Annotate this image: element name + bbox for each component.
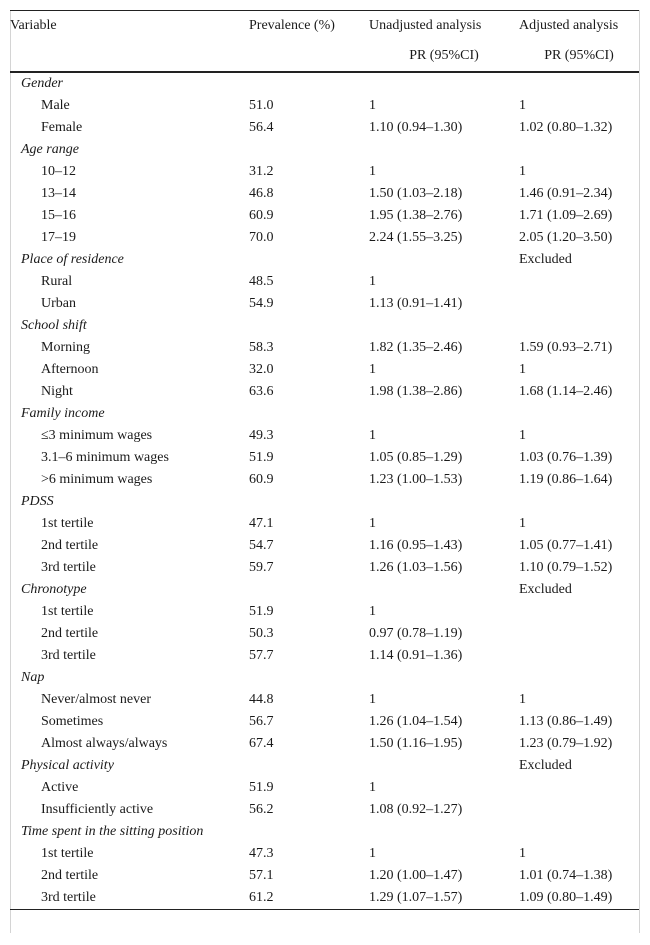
table-row [10, 359, 639, 381]
table-group-row [10, 579, 639, 601]
cell-variable: 13–14 [41, 186, 76, 201]
cell-variable: Afternoon [41, 362, 99, 377]
cell-variable: 2nd tertile [41, 626, 99, 641]
cell-variable: 3rd tertile [41, 560, 96, 575]
cell-variable: Morning [41, 340, 90, 355]
cell-prevalence [249, 315, 369, 337]
table-group-row [10, 139, 639, 161]
cell-adjusted-pr [519, 821, 639, 843]
cell-prevalence: 46.8 [249, 186, 274, 201]
table-row [10, 689, 639, 711]
header-unadjusted-pr: PR (95%CI) [369, 41, 519, 72]
table-row [10, 161, 639, 183]
cell-variable: 17–19 [41, 230, 76, 245]
table-row [10, 601, 639, 623]
cell-unadjusted-pr: 1.14 (0.91–1.36) [369, 648, 463, 663]
cell-variable: Insufficiently active [41, 802, 154, 817]
table-group-row [10, 755, 639, 777]
cell-adjusted-pr [519, 139, 639, 161]
cell-prevalence: 54.7 [249, 538, 274, 553]
header-subrow [10, 41, 639, 72]
cell-adjusted-pr: 1.02 (0.80–1.32) [519, 120, 613, 135]
cell-variable: Gender [21, 76, 63, 91]
cell-unadjusted-pr: 1 [369, 516, 376, 531]
cell-prevalence: 31.2 [249, 164, 274, 179]
cell-unadjusted-pr: 1.95 (1.38–2.76) [369, 208, 463, 223]
cell-unadjusted-pr: 1.50 (1.03–2.18) [369, 186, 463, 201]
cell-unadjusted-pr: 1.10 (0.94–1.30) [369, 120, 463, 135]
cell-variable: Sometimes [41, 714, 104, 729]
cell-unadjusted-pr: 1.82 (1.35–2.46) [369, 340, 463, 355]
cell-prevalence [249, 249, 369, 271]
table-row [10, 535, 639, 557]
cell-adjusted-pr: 1.10 (0.79–1.52) [519, 560, 613, 575]
cell-prevalence: 56.4 [249, 120, 274, 135]
cell-adjusted-pr [519, 601, 639, 623]
cell-prevalence [249, 139, 369, 161]
cell-prevalence: 59.7 [249, 560, 274, 575]
header-adjusted-pr: PR (95%CI) [519, 41, 639, 72]
table-row [10, 293, 639, 315]
cell-unadjusted-pr [369, 821, 519, 843]
cell-unadjusted-pr: 1 [369, 846, 376, 861]
cell-adjusted-pr: Excluded [519, 252, 572, 267]
cell-unadjusted-pr: 1.50 (1.16–1.95) [369, 736, 463, 751]
cell-unadjusted-pr: 1 [369, 604, 376, 619]
cell-prevalence [249, 72, 369, 95]
cell-unadjusted-pr: 1 [369, 164, 376, 179]
cell-prevalence: 56.2 [249, 802, 274, 817]
table-row [10, 381, 639, 403]
cell-adjusted-pr [519, 271, 639, 293]
cell-prevalence: 51.9 [249, 604, 274, 619]
cell-unadjusted-pr [369, 249, 519, 271]
cell-prevalence: 57.1 [249, 868, 274, 883]
cell-prevalence: 60.9 [249, 208, 274, 223]
cell-adjusted-pr: 1 [519, 98, 526, 113]
cell-prevalence: 51.0 [249, 98, 274, 113]
cell-unadjusted-pr [369, 579, 519, 601]
cell-variable: Physical activity [21, 758, 114, 773]
cell-prevalence: 70.0 [249, 230, 274, 245]
table-row [10, 337, 639, 359]
header-variable: Variable [10, 11, 249, 42]
table-row [10, 799, 639, 821]
cell-prevalence: 47.3 [249, 846, 274, 861]
cell-adjusted-pr [519, 72, 639, 95]
cell-adjusted-pr: 1.23 (0.79–1.92) [519, 736, 613, 751]
cell-unadjusted-pr [369, 403, 519, 425]
cell-adjusted-pr: 1.03 (0.76–1.39) [519, 450, 613, 465]
cell-variable: 1st tertile [41, 604, 94, 619]
cell-unadjusted-pr: 1.20 (1.00–1.47) [369, 868, 463, 883]
cell-adjusted-pr: 1 [519, 516, 526, 531]
cell-adjusted-pr [519, 645, 639, 667]
table-row [10, 205, 639, 227]
cell-unadjusted-pr: 1.08 (0.92–1.27) [369, 802, 463, 817]
cell-unadjusted-pr: 1.16 (0.95–1.43) [369, 538, 463, 553]
table-row [10, 425, 639, 447]
cell-variable: 15–16 [41, 208, 76, 223]
table-group-row [10, 821, 639, 843]
cell-variable: School shift [21, 318, 87, 333]
cell-prevalence [249, 821, 369, 843]
cell-adjusted-pr [519, 403, 639, 425]
cell-variable: Age range [21, 142, 79, 157]
cell-unadjusted-pr: 1 [369, 98, 376, 113]
cell-variable: ≤3 minimum wages [41, 428, 153, 443]
cell-variable: Chronotype [21, 582, 87, 597]
table-group-row [10, 72, 639, 95]
header-unadjusted: Unadjusted analysis [369, 11, 519, 42]
cell-unadjusted-pr: 1.26 (1.03–1.56) [369, 560, 463, 575]
cell-unadjusted-pr [369, 139, 519, 161]
cell-variable: 3.1–6 minimum wages [41, 450, 169, 465]
cell-adjusted-pr: 1.68 (1.14–2.46) [519, 384, 613, 399]
cell-prevalence: 58.3 [249, 340, 274, 355]
cell-prevalence: 60.9 [249, 472, 274, 487]
cell-adjusted-pr: 1 [519, 428, 526, 443]
header-spacer [10, 41, 249, 72]
cell-adjusted-pr: 1 [519, 362, 526, 377]
cell-variable: Never/almost never [41, 692, 152, 707]
cell-adjusted-pr: 1.71 (1.09–2.69) [519, 208, 613, 223]
cell-adjusted-pr: 1.05 (0.77–1.41) [519, 538, 613, 553]
table-group-row [10, 315, 639, 337]
cell-prevalence: 50.3 [249, 626, 274, 641]
cell-adjusted-pr: 2.05 (1.20–3.50) [519, 230, 613, 245]
cell-prevalence [249, 491, 369, 513]
table-row [10, 447, 639, 469]
cell-adjusted-pr [519, 623, 639, 645]
table-row [10, 183, 639, 205]
cell-unadjusted-pr: 1 [369, 428, 376, 443]
cell-variable: Urban [41, 296, 76, 311]
cell-variable: Female [41, 120, 83, 135]
cell-prevalence: 49.3 [249, 428, 274, 443]
table-group-row [10, 403, 639, 425]
table-row [10, 557, 639, 579]
cell-adjusted-pr: 1.09 (0.80–1.49) [519, 887, 639, 910]
cell-unadjusted-pr [369, 755, 519, 777]
table-row [10, 645, 639, 667]
cell-variable: Male [41, 98, 70, 113]
cell-prevalence [249, 579, 369, 601]
results-table [10, 10, 639, 910]
table-body [10, 72, 639, 910]
cell-adjusted-pr [519, 667, 639, 689]
cell-unadjusted-pr: 1.29 (1.07–1.57) [369, 887, 519, 910]
cell-prevalence [249, 755, 369, 777]
cell-adjusted-pr: 1.59 (0.93–2.71) [519, 340, 613, 355]
table-row [10, 95, 639, 117]
cell-unadjusted-pr [369, 315, 519, 337]
cell-unadjusted-pr [369, 72, 519, 95]
cell-prevalence: 51.9 [249, 780, 274, 795]
table-group-row [10, 491, 639, 513]
cell-prevalence [249, 403, 369, 425]
cell-adjusted-pr: 1 [519, 846, 526, 861]
cell-unadjusted-pr: 1.26 (1.04–1.54) [369, 714, 463, 729]
table-row [10, 469, 639, 491]
table-row [10, 513, 639, 535]
cell-adjusted-pr [519, 293, 639, 315]
cell-prevalence: 48.5 [249, 274, 274, 289]
cell-unadjusted-pr: 1 [369, 692, 376, 707]
cell-adjusted-pr: 1.01 (0.74–1.38) [519, 868, 613, 883]
cell-unadjusted-pr: 1 [369, 780, 376, 795]
cell-adjusted-pr: 1.19 (0.86–1.64) [519, 472, 613, 487]
table-row [10, 623, 639, 645]
cell-variable: Almost always/always [41, 736, 168, 751]
cell-prevalence: 44.8 [249, 692, 274, 707]
header-prevalence: Prevalence (%) [249, 11, 369, 42]
cell-prevalence: 61.2 [249, 887, 369, 910]
cell-unadjusted-pr: 1.05 (0.85–1.29) [369, 450, 463, 465]
cell-variable: 3rd tertile [41, 648, 96, 663]
cell-unadjusted-pr: 1 [369, 274, 376, 289]
cell-variable: Rural [41, 274, 73, 289]
table-row [10, 865, 639, 887]
cell-unadjusted-pr [369, 667, 519, 689]
table-row [10, 887, 639, 910]
cell-variable: Night [41, 384, 73, 399]
cell-unadjusted-pr: 1 [369, 362, 376, 377]
table-row [10, 777, 639, 799]
table-row [10, 843, 639, 865]
cell-variable: PDSS [21, 494, 54, 509]
table-row [10, 227, 639, 249]
cell-adjusted-pr: 1 [519, 164, 526, 179]
table-group-row [10, 667, 639, 689]
cell-variable: 1st tertile [41, 846, 94, 861]
cell-unadjusted-pr: 1.98 (1.38–2.86) [369, 384, 463, 399]
cell-prevalence: 56.7 [249, 714, 274, 729]
cell-variable: Time spent in the sitting position [21, 824, 204, 839]
cell-prevalence [249, 667, 369, 689]
cell-variable: >6 minimum wages [41, 472, 153, 487]
cell-variable: 1st tertile [41, 516, 94, 531]
cell-adjusted-pr: 1.13 (0.86–1.49) [519, 714, 613, 729]
cell-prevalence: 54.9 [249, 296, 274, 311]
cell-adjusted-pr: Excluded [519, 582, 572, 597]
cell-variable: Active [41, 780, 79, 795]
cell-adjusted-pr [519, 315, 639, 337]
table-header [10, 11, 639, 73]
cell-prevalence: 57.7 [249, 648, 274, 663]
cell-prevalence: 32.0 [249, 362, 274, 377]
header-adjusted: Adjusted analysis [519, 11, 639, 42]
cell-variable: 2nd tertile [41, 868, 99, 883]
cell-adjusted-pr: Excluded [519, 758, 572, 773]
cell-unadjusted-pr: 1.23 (1.00–1.53) [369, 472, 463, 487]
header-row [10, 11, 639, 42]
cell-prevalence: 47.1 [249, 516, 274, 531]
cell-prevalence: 67.4 [249, 736, 274, 751]
cell-variable: Nap [21, 670, 45, 685]
table-row [10, 733, 639, 755]
table-row [10, 117, 639, 139]
cell-adjusted-pr: 1.46 (0.91–2.34) [519, 186, 613, 201]
table-row [10, 271, 639, 293]
cell-variable: 2nd tertile [41, 538, 99, 553]
cell-adjusted-pr [519, 799, 639, 821]
cell-unadjusted-pr: 0.97 (0.78–1.19) [369, 626, 463, 641]
cell-prevalence: 63.6 [249, 384, 274, 399]
cell-adjusted-pr [519, 777, 639, 799]
cell-unadjusted-pr: 1.13 (0.91–1.41) [369, 296, 463, 311]
cell-variable: Place of residence [21, 252, 124, 267]
cell-adjusted-pr [519, 491, 639, 513]
cell-variable: 10–12 [41, 164, 76, 179]
cell-unadjusted-pr: 2.24 (1.55–3.25) [369, 230, 463, 245]
cell-variable: Family income [21, 406, 105, 421]
table-group-row [10, 249, 639, 271]
table-row [10, 711, 639, 733]
header-spacer [249, 41, 369, 72]
cell-prevalence: 51.9 [249, 450, 274, 465]
cell-unadjusted-pr [369, 491, 519, 513]
cell-variable: 3rd tertile [10, 887, 249, 910]
cell-adjusted-pr: 1 [519, 692, 526, 707]
